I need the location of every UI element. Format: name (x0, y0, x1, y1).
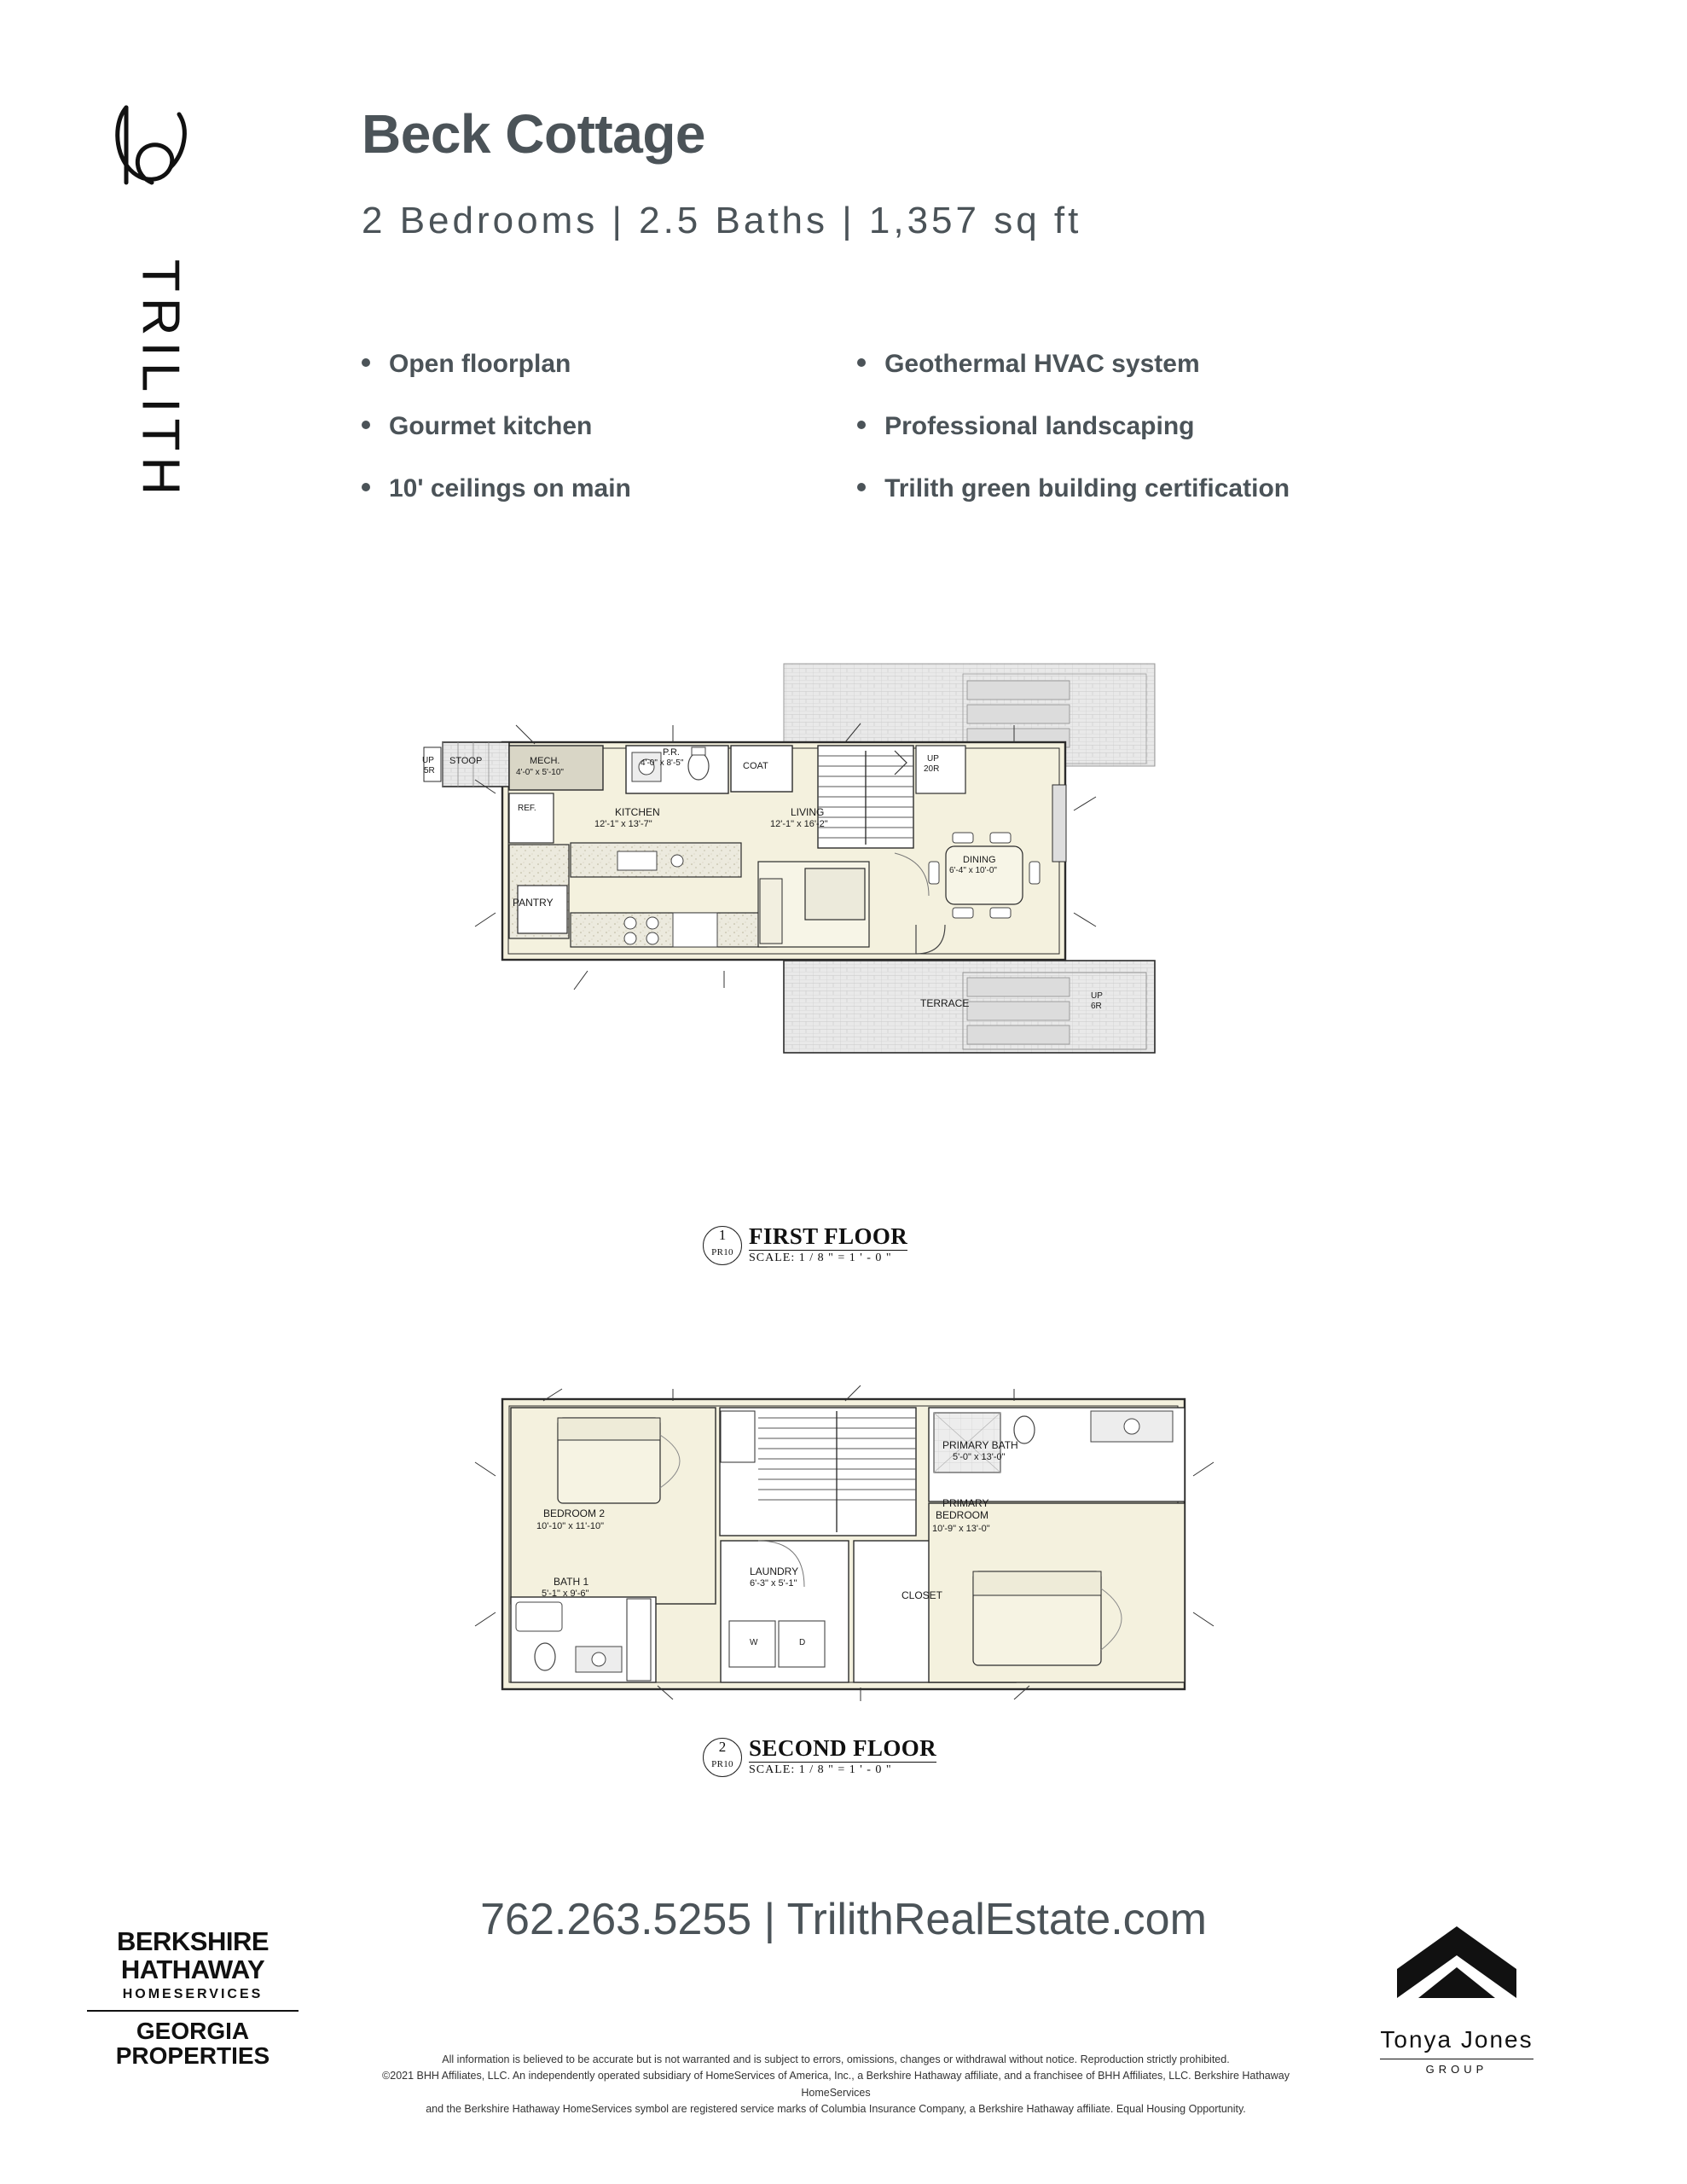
feature-item (857, 350, 1470, 379)
trilith-monogram-icon (107, 94, 210, 196)
room-label-coat: COAT (743, 761, 768, 771)
brand-rail (92, 94, 220, 674)
appliance-label-washer: W (750, 1638, 758, 1647)
house-chevron-icon (1393, 1920, 1521, 2013)
first-floor-caption (703, 1225, 984, 1265)
bhhs-line5: PROPERTIES (115, 2042, 270, 2070)
tonya-name: Tonya Jones (1380, 2026, 1533, 2053)
room-label-stoop: STOOP (449, 756, 483, 766)
feature-column-right (857, 350, 1470, 537)
room-label-up-right: UP (927, 754, 939, 764)
feature-item (362, 350, 857, 379)
bullet-icon (857, 421, 866, 429)
tonya-group: GROUP (1380, 2059, 1533, 2076)
first-floor-plan-block (0, 657, 1687, 1265)
sheet-code: PR10 (711, 1247, 733, 1258)
feature-label: 10' ceilings on main (389, 474, 631, 502)
page-title: Beck Cottage (362, 103, 705, 165)
room-dims-mech: 4'-0" x 5'-10" (516, 768, 564, 777)
feature-label: Geothermal HVAC system (884, 350, 1200, 378)
room-dims-bedroom-2: 10'-10" x 11'-10" (536, 1521, 605, 1531)
plan-scale: SCALE: 1 / 8 " = 1 ' - 0 " (749, 1250, 907, 1265)
disclaimer-text (375, 2052, 1296, 2118)
room-label-bath-1: BATH 1 (554, 1576, 589, 1588)
bullet-icon (362, 421, 370, 429)
bhhs-line2: HATHAWAY (120, 1954, 265, 1984)
room-label-closet: CLOSET (901, 1589, 943, 1601)
bhhs-line1: BERKSHIRE (116, 1926, 270, 1956)
feature-item (857, 474, 1470, 503)
room-dims-laundry: 6'-3" x 5'-1" (750, 1578, 797, 1589)
room-dims-bath-1: 5'-1" x 9'-6" (542, 1589, 589, 1599)
tonya-jones-group-logo (1320, 1920, 1593, 2076)
disclaimer-line-3: and the Berkshire Hathaway HomeServices symbol are registered service marks of Columbia Insurance Company, a Berkshire Hathaway affiliate. Equal Housing Opportunity. (426, 2103, 1246, 2116)
plan-title: SECOND FLOOR (749, 1735, 937, 1761)
room-label-pantry: PANTRY (513, 897, 554, 909)
room-label-up-left: UP (422, 756, 434, 765)
feature-list (362, 350, 1470, 537)
room-label-up-terrace: UP (1091, 991, 1103, 1001)
room-label-laundry: LAUNDRY (750, 1565, 799, 1577)
room-label-kitchen: KITCHEN (615, 806, 660, 818)
room-label-living: LIVING (791, 806, 825, 818)
room-label-terrace: TERRACE (920, 997, 970, 1009)
room-dims-up-right: 20R (924, 764, 940, 774)
feature-item (857, 412, 1470, 441)
room-label-primary-bath: PRIMARY BATH (942, 1439, 1018, 1451)
bhhs-line3: HOMESERVICES (122, 1986, 264, 2001)
bullet-icon (857, 358, 866, 367)
room-dims-up-left: 5R (424, 766, 435, 775)
bhhs-divider (87, 2010, 299, 2012)
sheet-marker-icon (703, 1226, 742, 1265)
room-dims-up-terrace: 6R (1091, 1002, 1102, 1011)
room-label-powder: P.R. (663, 747, 680, 758)
bullet-icon (362, 358, 370, 367)
room-dims-dining: 6'-4" x 10'-0" (949, 866, 997, 875)
disclaimer-line-1: All information is believed to be accurate but is not warranted and is subject to errors, omissions, changes or withdrawal without notice. Reproduction strictly prohibited. (442, 2053, 1230, 2065)
second-floor-drawing (417, 1374, 1270, 1732)
feature-label: Gourmet kitchen (389, 412, 593, 440)
room-label-primary-bedroom: PRIMARY (942, 1497, 989, 1509)
disclaimer-line-2: ©2021 BHH Affiliates, LLC. An independently operated subsidiary of HomeServices of America, Inc., a Berkshire Hathaway affiliate, and a franchisee of BHH Affiliates, LLC. Berkshire Hathaway HomeServices (382, 2070, 1290, 2099)
plan-title: FIRST FLOOR (749, 1223, 908, 1249)
sheet-marker-icon (703, 1738, 742, 1777)
second-floor-caption (703, 1737, 984, 1777)
bhhs-logo (82, 1928, 304, 2069)
bhhs-line4: GEORGIA (136, 2017, 250, 2044)
feature-label: Professional landscaping (884, 412, 1195, 440)
room-label-mech: MECH. (530, 756, 560, 766)
feature-column-left (362, 350, 857, 537)
room-dims-powder: 4'-0" x 8'-5" (641, 758, 684, 768)
room-dims-living: 12'-1" x 16'-2" (770, 819, 828, 829)
page-subtitle: 2 Bedrooms | 2.5 Baths | 1,357 sq ft (362, 200, 1082, 241)
bullet-icon (362, 483, 370, 491)
room-dims-primary-bath: 5'-0" x 13'-0" (953, 1452, 1006, 1462)
first-floor-drawing (417, 657, 1270, 1220)
room-dims-kitchen: 12'-1" x 13'-7" (594, 819, 652, 829)
room-label-ref: REF. (518, 804, 536, 813)
room-label-dining: DINING (963, 855, 996, 865)
appliance-label-dryer: D (799, 1638, 806, 1647)
bullet-icon (857, 483, 866, 491)
sheet-code: PR10 (711, 1759, 733, 1769)
room-label-bedroom-2: BEDROOM 2 (543, 1507, 606, 1519)
second-floor-plan-block (0, 1374, 1687, 1777)
feature-item (362, 412, 857, 441)
feature-label: Open floorplan (389, 350, 571, 378)
contact-line[interactable]: 762.263.5255 | TrilithRealEstate.com (480, 1895, 1207, 1944)
sheet-number: 1 (718, 1227, 727, 1243)
sheet-number: 2 (718, 1739, 727, 1755)
feature-label: Trilith green building certification (884, 474, 1290, 502)
brand-wordmark: TRILITH (130, 258, 190, 502)
feature-item (362, 474, 857, 503)
room-dims-primary-bedroom: 10'-9" x 13'-0" (932, 1524, 990, 1534)
plan-scale: SCALE: 1 / 8 " = 1 ' - 0 " (749, 1762, 936, 1777)
room-label-primary-bedroom-2: BEDROOM (936, 1509, 989, 1521)
